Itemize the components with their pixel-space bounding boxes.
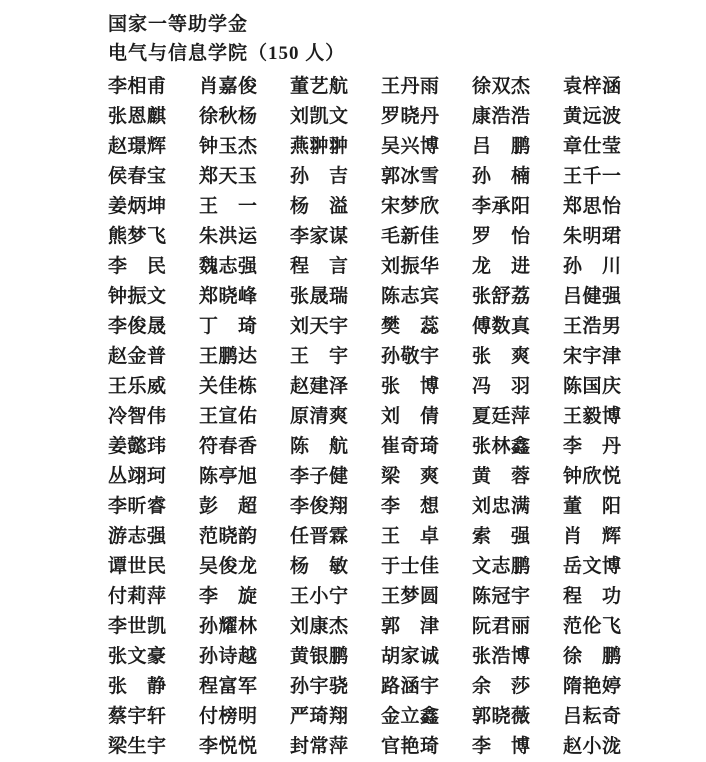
name-cell: 符春香 (199, 436, 258, 457)
name-cell: 李 想 (381, 496, 440, 517)
name-cell: 毛新佳 (381, 226, 440, 247)
name-cell: 冯 羽 (472, 376, 531, 397)
name-cell: 杨 敏 (290, 556, 349, 577)
name-cell: 王千一 (563, 166, 622, 187)
name-cell: 刘忠满 (472, 496, 531, 517)
name-cell: 范伦飞 (563, 616, 622, 637)
name-cell: 姜炳坤 (108, 196, 167, 217)
name-cell: 李 丹 (563, 436, 622, 457)
name-cell: 黄银鹏 (290, 646, 349, 667)
name-cell: 姜懿玮 (108, 436, 167, 457)
name-cell: 陈亭旭 (199, 466, 258, 487)
name-cell: 吕耘奇 (563, 706, 622, 727)
name-cell: 孙耀林 (199, 616, 258, 637)
name-cell: 张晟瑞 (290, 286, 349, 307)
name-cell: 文志鹏 (472, 556, 531, 577)
name-cell: 封常萍 (290, 736, 349, 757)
name-cell: 郑天玉 (199, 166, 258, 187)
name-cell: 黄远波 (563, 106, 622, 127)
name-cell: 张 博 (381, 376, 440, 397)
name-cell: 朱洪运 (199, 226, 258, 247)
name-cell: 程 功 (563, 586, 622, 607)
name-cell: 吕 鹏 (472, 136, 531, 157)
name-cell: 孙 吉 (290, 166, 349, 187)
name-cell: 程 言 (290, 256, 349, 277)
name-cell: 路涵宇 (381, 676, 440, 697)
name-cell: 张浩博 (472, 646, 531, 667)
name-cell: 李承阳 (472, 196, 531, 217)
name-cell: 张 爽 (472, 346, 531, 367)
name-cell: 付莉萍 (108, 586, 167, 607)
name-cell: 张舒荔 (472, 286, 531, 307)
name-cell: 王 宇 (290, 346, 349, 367)
name-cell: 胡家诚 (381, 646, 440, 667)
name-cell: 丁 琦 (199, 316, 258, 337)
name-cell: 王梦圆 (381, 586, 440, 607)
name-cell: 吴俊龙 (199, 556, 258, 577)
name-cell: 孙 川 (563, 256, 622, 277)
name-cell: 王丹雨 (381, 76, 440, 97)
name-cell: 徐 鹏 (563, 646, 622, 667)
name-cell: 谭世民 (108, 556, 167, 577)
name-cell: 李世凯 (108, 616, 167, 637)
name-cell: 索 强 (472, 526, 531, 547)
name-cell: 王小宁 (290, 586, 349, 607)
name-cell: 章仕莹 (563, 136, 622, 157)
name-cell: 范晓韵 (199, 526, 258, 547)
name-cell: 金立鑫 (381, 706, 440, 727)
name-cell: 康浩浩 (472, 106, 531, 127)
name-cell: 肖 辉 (563, 526, 622, 547)
name-cell: 王 一 (199, 196, 258, 217)
name-cell: 李俊翔 (290, 496, 349, 517)
name-cell: 罗 怡 (472, 226, 531, 247)
name-cell: 赵璟辉 (108, 136, 167, 157)
name-cell: 岳文博 (563, 556, 622, 577)
name-cell: 刘凯文 (290, 106, 349, 127)
name-cell: 王浩男 (563, 316, 622, 337)
name-cell: 董 阳 (563, 496, 622, 517)
name-cell: 原清爽 (290, 406, 349, 427)
name-cell: 徐双杰 (472, 76, 531, 97)
name-cell: 张恩麒 (108, 106, 167, 127)
name-cell: 李悦悦 (199, 736, 258, 757)
name-cell: 傅数真 (472, 316, 531, 337)
name-cell: 彭 超 (199, 496, 258, 517)
name-cell: 王毅博 (563, 406, 622, 427)
name-cell: 罗晓丹 (381, 106, 440, 127)
name-cell: 李 民 (108, 256, 167, 277)
name-cell: 梁生宇 (108, 736, 167, 757)
name-cell: 余 莎 (472, 676, 531, 697)
name-cell: 李 旋 (199, 586, 258, 607)
name-cell: 魏志强 (199, 256, 258, 277)
name-cell: 徐秋杨 (199, 106, 258, 127)
name-cell: 陈 航 (290, 436, 349, 457)
name-cell: 张 静 (108, 676, 167, 697)
name-cell: 任晋霖 (290, 526, 349, 547)
name-cell: 李昕睿 (108, 496, 167, 517)
name-cell: 郭冰雪 (381, 166, 440, 187)
name-cell: 吴兴博 (381, 136, 440, 157)
name-cell: 李 博 (472, 736, 531, 757)
name-cell: 燕翀翀 (290, 136, 349, 157)
name-cell: 阮君丽 (472, 616, 531, 637)
name-cell: 关佳栋 (199, 376, 258, 397)
name-cell: 黄 蓉 (472, 466, 531, 487)
name-cell: 孙敬宇 (381, 346, 440, 367)
name-cell: 侯春宝 (108, 166, 167, 187)
name-cell: 董艺航 (290, 76, 349, 97)
name-cell: 袁梓涵 (563, 76, 622, 97)
name-cell: 钟玉杰 (199, 136, 258, 157)
name-cell: 程富军 (199, 676, 258, 697)
page-title: 国家一等助学金 (108, 14, 249, 35)
name-cell: 钟振文 (108, 286, 167, 307)
name-cell: 赵小泷 (563, 736, 622, 757)
name-cell: 龙 进 (472, 256, 531, 277)
name-cell: 王 卓 (381, 526, 440, 547)
name-cell: 李子健 (290, 466, 349, 487)
name-cell: 吕健强 (563, 286, 622, 307)
name-cell: 蔡宇轩 (108, 706, 167, 727)
name-cell: 樊 蕊 (381, 316, 440, 337)
page-subtitle: 电气与信息学院（150 人） (108, 43, 346, 64)
name-cell: 郑思怡 (563, 196, 622, 217)
name-cell: 游志强 (108, 526, 167, 547)
name-cell: 郑晓峰 (199, 286, 258, 307)
name-cell: 陈志宾 (381, 286, 440, 307)
name-cell: 刘康杰 (290, 616, 349, 637)
name-cell: 陈国庆 (563, 376, 622, 397)
names-table (108, 72, 706, 762)
name-cell: 熊梦飞 (108, 226, 167, 247)
name-cell: 郭 津 (381, 616, 440, 637)
name-cell: 严琦翔 (290, 706, 349, 727)
name-cell: 孙宇骁 (290, 676, 349, 697)
name-cell: 于士佳 (381, 556, 440, 577)
name-cell: 刘振华 (381, 256, 440, 277)
name-cell: 张文豪 (108, 646, 167, 667)
name-cell: 朱明珺 (563, 226, 622, 247)
name-cell: 赵金普 (108, 346, 167, 367)
name-cell: 肖嘉俊 (199, 76, 258, 97)
name-cell: 陈冠宇 (472, 586, 531, 607)
name-cell: 张林鑫 (472, 436, 531, 457)
name-cell: 梁 爽 (381, 466, 440, 487)
name-cell: 郭晓薇 (472, 706, 531, 727)
name-cell: 赵建泽 (290, 376, 349, 397)
name-cell: 冷智伟 (108, 406, 167, 427)
name-cell: 杨 溢 (290, 196, 349, 217)
name-cell: 付榜明 (199, 706, 258, 727)
name-cell: 宋梦欣 (381, 196, 440, 217)
name-cell: 李家谋 (290, 226, 349, 247)
name-cell: 李俊晟 (108, 316, 167, 337)
name-cell: 刘天宇 (290, 316, 349, 337)
name-cell: 丛翊珂 (108, 466, 167, 487)
name-cell: 宋宇津 (563, 346, 622, 367)
name-cell: 夏廷萍 (472, 406, 531, 427)
name-cell: 孙诗越 (199, 646, 258, 667)
name-cell: 李相甫 (108, 76, 167, 97)
name-cell: 钟欣悦 (563, 466, 622, 487)
name-cell: 刘 倩 (381, 406, 440, 427)
name-cell: 崔奇琦 (381, 436, 440, 457)
name-cell: 隋艳婷 (563, 676, 622, 697)
name-cell: 王鹏达 (199, 346, 258, 367)
name-cell: 王宣佑 (199, 406, 258, 427)
name-cell: 王乐威 (108, 376, 167, 397)
name-cell: 官艳琦 (381, 736, 440, 757)
name-cell: 孙 楠 (472, 166, 531, 187)
